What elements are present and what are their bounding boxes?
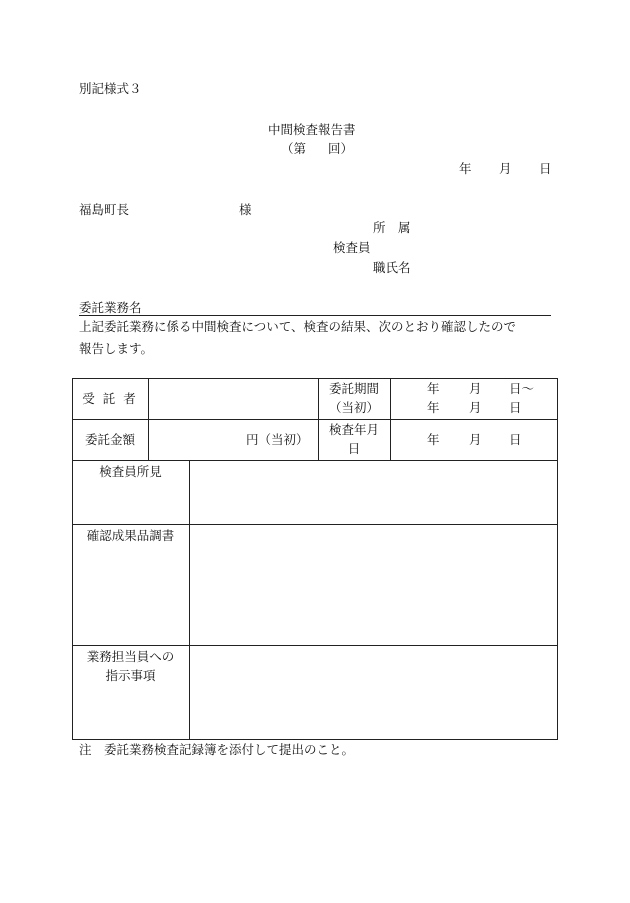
round-close: 回） (328, 141, 354, 156)
body-text-line-2: 報告します。 (79, 341, 154, 356)
document-title: 中間検査報告書 (268, 122, 356, 137)
period-from-day: 日～ (509, 381, 535, 396)
instructions-label-line-2: 指示事項 (105, 668, 156, 683)
date-month: 月 (499, 161, 512, 176)
period-to-year: 年 (427, 400, 440, 415)
project-name-underline (79, 315, 551, 316)
table-rule (72, 419, 558, 420)
amount-unit: 円（当初） (246, 432, 309, 447)
body-text-line-1: 上記委託業務に係る中間検査について、検査の結果、次のとおり確認したので (79, 319, 517, 334)
inspection-date-label-line-1: 検査年月 (328, 422, 379, 437)
contractor-label: 受 託 者 (82, 391, 138, 406)
project-name-label: 委託業務名 (79, 300, 142, 315)
period-to-day: 日 (509, 400, 522, 415)
opinion-field[interactable] (190, 461, 557, 523)
inspector-affiliation: 所 属 (373, 220, 411, 235)
contractor-value[interactable] (149, 380, 318, 418)
inspection-date-month: 月 (469, 432, 482, 447)
deliverables-field[interactable] (190, 525, 557, 644)
period-from-month: 月 (469, 381, 482, 396)
instructions-field[interactable] (190, 646, 557, 739)
inspector-role: 検査員 (333, 240, 371, 255)
period-from-year: 年 (427, 381, 440, 396)
period-label-line-2: （当初） (328, 400, 379, 415)
amount-label: 委託金額 (84, 432, 135, 447)
form-number: 別記様式３ (79, 81, 142, 96)
inspector-title-name: 職氏名 (373, 260, 411, 275)
table-rule (390, 378, 391, 460)
addressee-honorific: 様 (239, 202, 252, 217)
inspection-date-day: 日 (509, 432, 522, 447)
date-year: 年 (459, 161, 472, 176)
deliverables-label: 確認成果品調書 (86, 528, 175, 543)
round-open: （第 (281, 141, 307, 156)
inspection-date-label-line-2: 日 (347, 441, 361, 456)
date-day: 日 (539, 161, 552, 176)
period-label-line-1: 委託期間 (328, 381, 379, 396)
addressee-name: 福島町長 (79, 202, 130, 217)
opinion-label: 検査員所見 (99, 464, 162, 479)
instructions-label-line-1: 業務担当員への (86, 649, 175, 664)
footnote: 注 委託業務検査記録簿を添付して提出のこと。 (79, 742, 355, 757)
period-to-month: 月 (469, 400, 482, 415)
inspection-date-year: 年 (427, 432, 440, 447)
